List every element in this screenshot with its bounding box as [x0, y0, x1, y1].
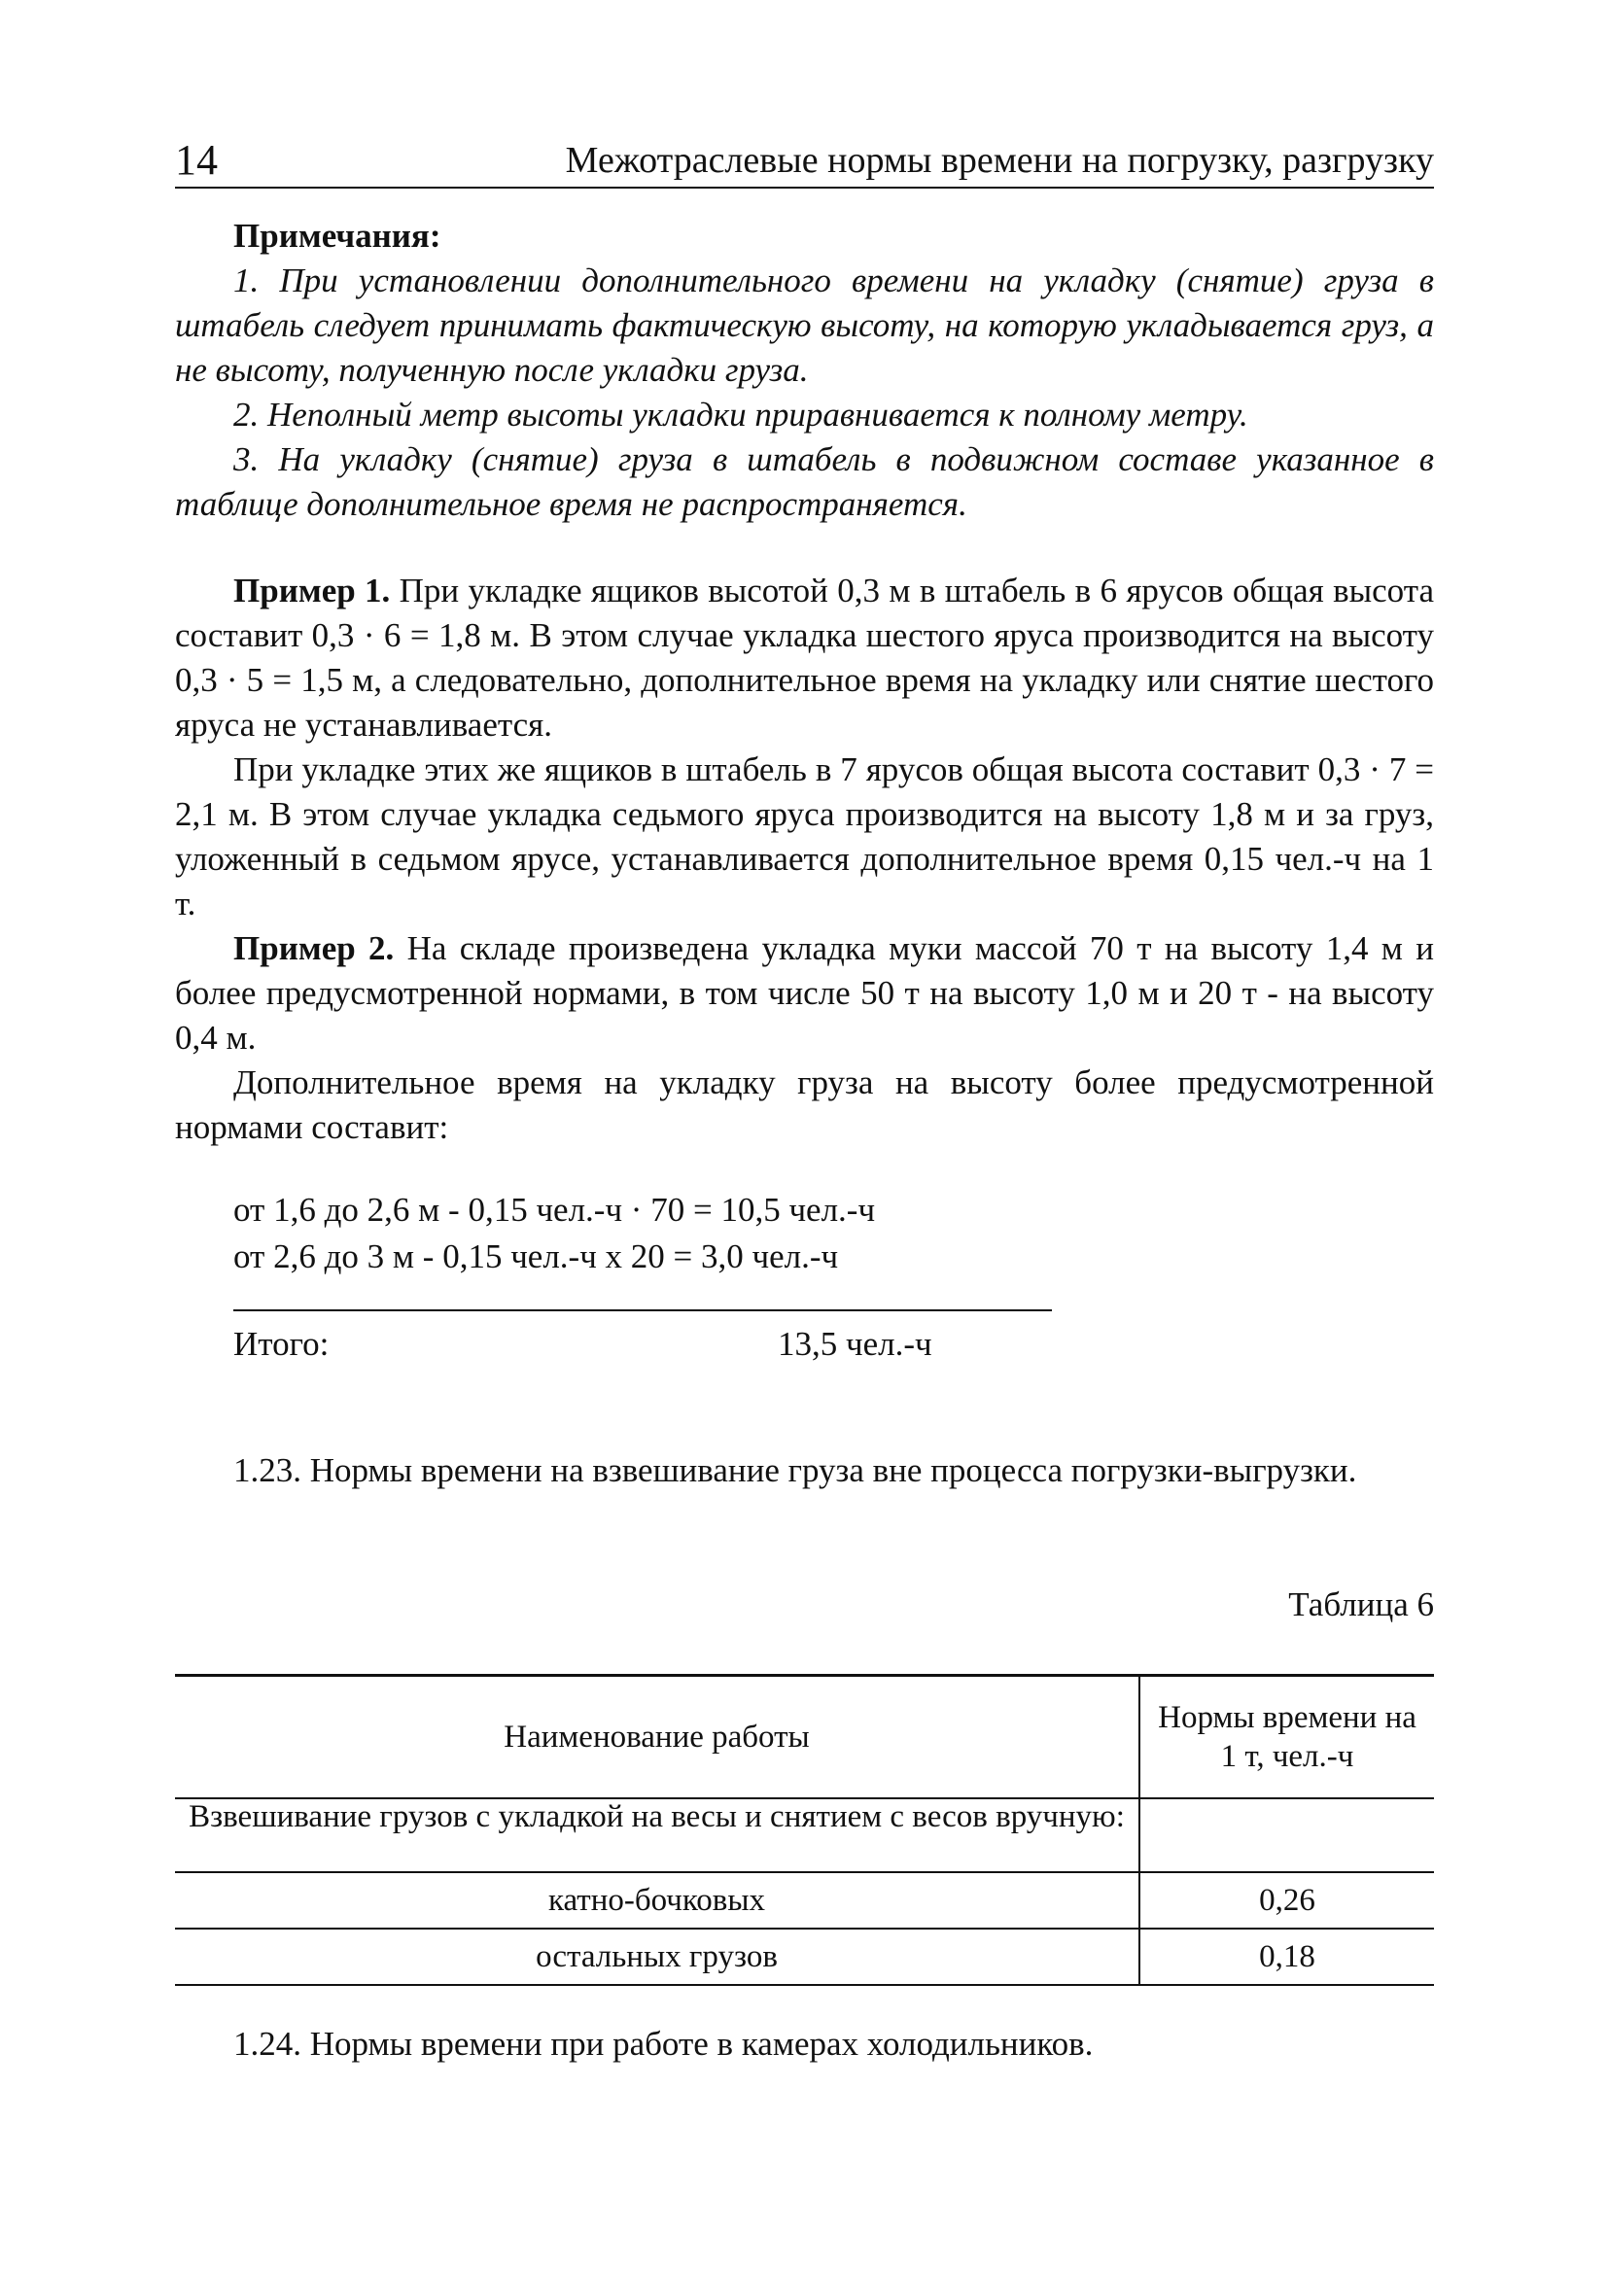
page-number: 14	[175, 136, 218, 184]
table-cell-work: катно-бочковых	[175, 1872, 1139, 1929]
table-cell-work: остальных грузов	[175, 1929, 1139, 1985]
running-title: Межотраслевые нормы времени на погрузку, разгрузку	[565, 140, 1434, 181]
table-header-norm: Нормы времени на 1 т, чел.-ч	[1139, 1676, 1434, 1799]
example-2-label: Пример 2.	[233, 929, 395, 967]
table-header-row	[175, 1676, 1434, 1799]
examples-section	[175, 569, 1434, 1150]
norms-table	[175, 1674, 1434, 1986]
running-header	[175, 136, 1434, 189]
example-2	[175, 926, 1434, 1061]
calculation-line-1: от 1,6 до 2,6 м - 0,15 чел.-ч · 70 = 10,5 чел.-ч	[233, 1191, 876, 1229]
section-1-23	[175, 1448, 1434, 1493]
table-row	[175, 1798, 1434, 1872]
notes-list	[175, 259, 1434, 527]
table-row	[175, 1929, 1434, 1985]
table-caption: Таблица 6	[1288, 1585, 1434, 1623]
table-cell-norm: 0,26	[1139, 1872, 1434, 1929]
table-cell-norm	[1139, 1798, 1434, 1872]
example-1-label: Пример 1.	[233, 572, 391, 609]
total-value: 13,5 чел.-ч	[778, 1325, 932, 1363]
example-1-text: При укладке ящиков высотой 0,3 м в штабель в 6 ярусов общая высота составит 0,3 · 6 = 1,8 м. В этом случае укладка шестого яруса производится на высоту 0,3 · 5 = 1,5 м, а следовательно, дополнительное время на укладку или снятие шестого яруса не устанавливается.	[175, 572, 1434, 744]
table-cell-work: Взвешивание грузов с укладкой на весы и снятием с весов вручную:	[175, 1798, 1139, 1872]
calculation-divider	[233, 1309, 1052, 1311]
notes-title: Примечания:	[233, 217, 441, 255]
total-label: Итого:	[233, 1325, 330, 1363]
calculation-line-2: от 2,6 до 3 м - 0,15 чел.-ч х 20 = 3,0 чел.-ч	[233, 1237, 839, 1275]
note-item: 3. На укладку (снятие) груза в штабель в подвижном составе указанное в таблице дополнительное время не распространяется.	[175, 440, 1434, 523]
table-cell-norm: 0,18	[1139, 1929, 1434, 1985]
table-header-work-name: Наименование работы	[175, 1676, 1139, 1799]
note-item: 1. При установлении дополнительного времени на укладку (снятие) груза в штабель следует принимать фактическую высоту, на которую укладывается груз, а не высоту, полученную после укладки груза.	[175, 261, 1434, 389]
example-2-continuation: Дополнительное время на укладку груза на высоту более предусмотренной нормами составит:	[175, 1063, 1434, 1146]
example-1-continuation: При укладке этих же ящиков в штабель в 7 ярусов общая высота составит 0,3 · 7 = 2,1 м. В этом случае укладка седьмого яруса производится на высоту 1,8 м и за груз, уложенный в седьмом ярусе, устанавливается дополнительное время 0,15 чел.-ч на 1 т.	[175, 750, 1434, 922]
section-1-24-heading: 1.24. Нормы времени при работе в камерах холодильников.	[233, 2025, 1094, 2063]
section-1-23-heading: 1.23. Нормы времени на взвешивание груза вне процесса погрузки-выгрузки.	[233, 1451, 1357, 1489]
note-item: 2. Неполный метр высоты укладки приравнивается к полному метру.	[233, 396, 1248, 434]
example-2-text: На складе произведена укладка муки массой 70 т на высоту 1,4 м и более предусмотренной нормами, в том числе 50 т на высоту 1,0 м и 20 т - на высоту 0,4 м.	[175, 929, 1434, 1057]
example-1	[175, 569, 1434, 748]
table-row	[175, 1872, 1434, 1929]
